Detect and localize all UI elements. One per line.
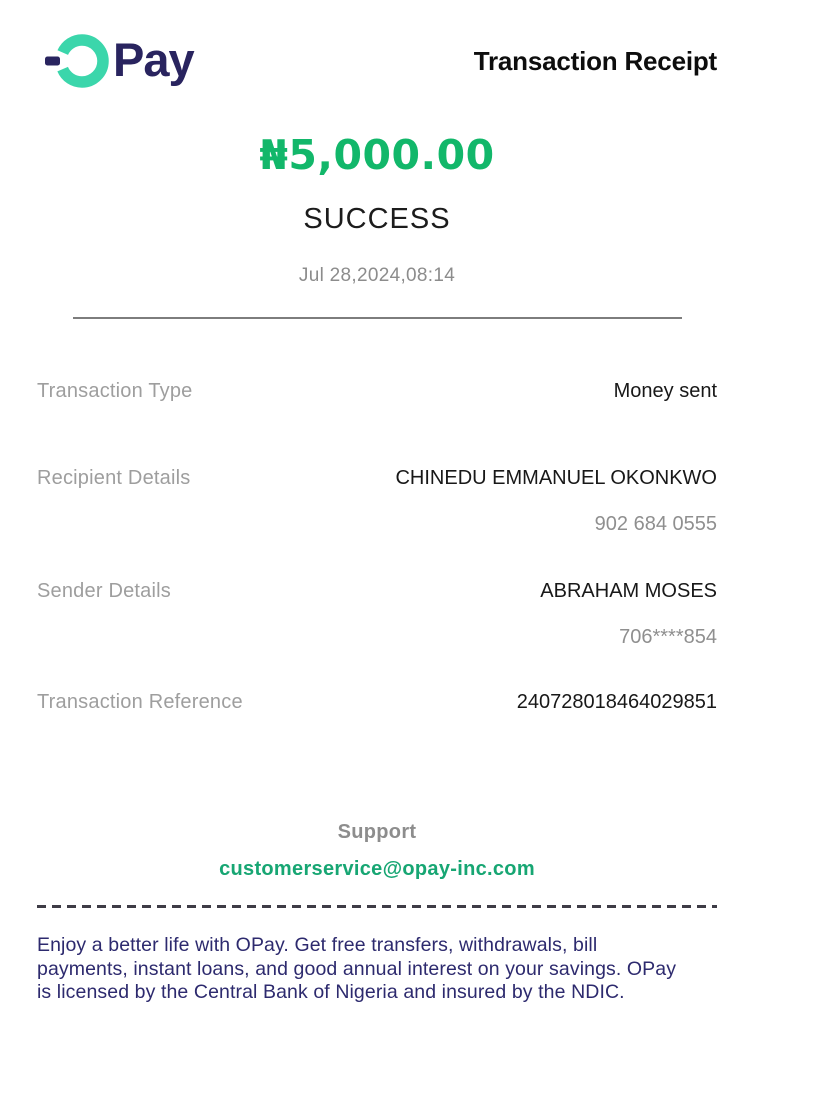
divider-line (73, 317, 682, 319)
row-recipient-details (37, 468, 717, 535)
footer-line: Enjoy a better life with OPay. Get free transfers, withdrawals, bill (37, 934, 598, 956)
opay-logo (45, 33, 194, 89)
support-section (37, 820, 717, 882)
row-label: Recipient Details (37, 467, 191, 489)
row-value: 240728018464029851 (516, 691, 717, 713)
details-section (37, 381, 717, 713)
amount-text: ₦5,000.00 (259, 131, 495, 179)
footer-line: is licensed by the Central Bank of Nigeria and insured by the NDIC. (37, 981, 625, 1003)
status-text: SUCCESS (303, 203, 451, 235)
row-label: Sender Details (37, 580, 171, 602)
row-sub-value: 902 684 0555 (594, 513, 717, 535)
support-email-link[interactable]: customerservice@opay-inc.com (219, 858, 535, 880)
footer-line: payments, instant loans, and good annual interest on your savings. OPay (37, 957, 677, 980)
page-title: Transaction Receipt (473, 45, 717, 76)
opay-logo-icon (45, 33, 111, 89)
row-sender-details (37, 581, 717, 648)
row-label: Transaction Reference (37, 691, 243, 713)
row-transaction-type (37, 381, 717, 402)
footer-disclaimer (37, 934, 717, 1005)
dashed-separator (37, 905, 717, 908)
support-label: Support (337, 821, 417, 843)
row-transaction-reference (37, 692, 717, 713)
opay-logo-text: Pay (113, 32, 194, 86)
row-label: Transaction Type (37, 380, 193, 402)
row-value: Money sent (613, 380, 717, 402)
row-value: ABRAHAM MOSES (540, 580, 717, 602)
receipt-header (37, 32, 717, 90)
row-value: CHINEDU EMMANUEL OKONKWO (395, 467, 717, 489)
row-sub-value: 706****854 (619, 626, 717, 648)
datetime-text: Jul 28,2024,08:14 (298, 265, 456, 286)
